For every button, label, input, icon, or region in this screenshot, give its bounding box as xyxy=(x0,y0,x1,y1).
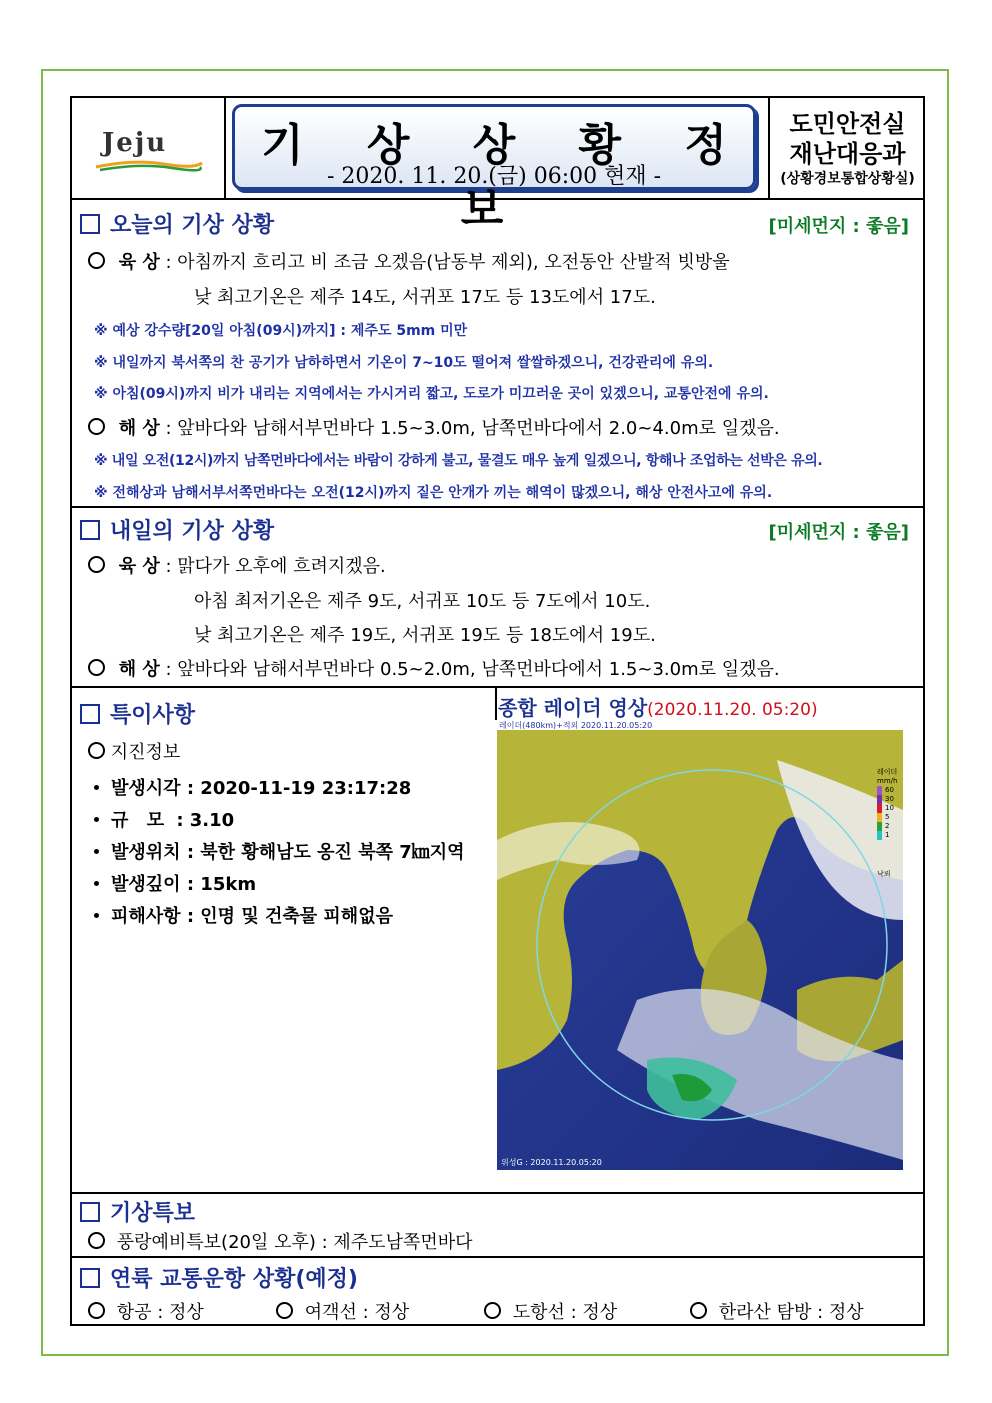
circle-bullet-icon xyxy=(88,742,105,759)
legend-swatch xyxy=(877,813,882,822)
title-box xyxy=(232,104,756,235)
radar-divider xyxy=(495,688,497,720)
checkbox-icon xyxy=(80,1202,100,1222)
today-note-3: ※ 아침(09시)까지 비가 내리는 지역에서는 가시거리 짧고, 도로가 미끄러운 곳이 있겠으니, 교통안전에 유의. xyxy=(94,386,769,402)
tomorrow-land-line-2: 아침 최저기온은 제주 9도, 서귀포 10도 등 7도에서 10도. xyxy=(194,591,651,612)
tomorrow-sea-line: 해 상 : 앞바다와 남해서부먼바다 0.5~2.0m, 남쪽먼바다에서 1.5~3.0m로 일겠음. xyxy=(88,655,780,681)
legend-lightning: 낙뢰 xyxy=(877,870,891,878)
circle-bullet-icon xyxy=(88,1232,105,1249)
tomorrow-land-line: 육 상 : 맑다가 오후에 흐려지겠음. xyxy=(88,552,386,578)
legend-swatch xyxy=(877,795,882,804)
traffic-item-ferry: 여객선 : 정상 xyxy=(276,1298,409,1324)
logo-cell xyxy=(72,98,226,198)
special-section xyxy=(72,688,923,1194)
circle-bullet-icon xyxy=(276,1302,293,1319)
traffic-item-island-boat: 도항선 : 정상 xyxy=(484,1298,617,1324)
quake-item-depth: 발생깊이 : 15km xyxy=(94,870,256,896)
legend-title: 레이더 xyxy=(877,768,898,776)
traffic-item-air: 항공 : 정상 xyxy=(88,1298,204,1324)
org-name-3: (상황경보통합상황실) xyxy=(780,171,915,187)
warning-item: 풍랑예비특보(20일 오후) : 제주도남쪽먼바다 xyxy=(88,1228,473,1254)
tomorrow-land-line-3: 낮 최고기온은 제주 19도, 서귀포 19도 등 18도에서 19도. xyxy=(194,625,656,646)
page-title: 기 상 상 황 정 보 xyxy=(261,120,751,235)
warning-title: 기상특보 xyxy=(80,1196,195,1227)
traffic-title: 연륙 교통운항 상황(예정) xyxy=(80,1262,358,1293)
quake-heading: 지진정보 xyxy=(88,738,180,764)
radar-image xyxy=(497,720,903,1180)
circle-bullet-icon xyxy=(88,556,105,573)
circle-bullet-icon xyxy=(88,252,105,269)
legend-value: 5 xyxy=(885,813,890,821)
circle-bullet-icon xyxy=(484,1302,501,1319)
jeju-logo: Jeju xyxy=(102,128,168,158)
circle-bullet-icon xyxy=(690,1302,707,1319)
special-title: 특이사항 xyxy=(80,698,195,729)
weather-report xyxy=(70,96,925,1326)
quake-item-damage: 피해사항 : 인명 및 건축물 피해없음 xyxy=(94,902,393,928)
logo-swoosh-icon xyxy=(94,158,204,172)
radar-legend xyxy=(877,768,907,879)
dot-bullet-icon xyxy=(94,817,99,822)
org-name-1: 도민안전실 xyxy=(789,110,906,138)
today-note-4: ※ 내일 오전(12시)까지 남쪽먼바다에서는 바람이 강하게 불고, 물결도 매우 높게 일겠으니, 항해나 조업하는 선박은 유의. xyxy=(94,453,823,469)
legend-unit: mm/h xyxy=(877,777,898,785)
quake-item-time: 발생시각 : 2020-11-19 23:17:28 xyxy=(94,774,411,800)
circle-bullet-icon xyxy=(88,1302,105,1319)
today-note-1: ※ 예상 강수량[20일 아침(09시)까지] : 제주도 5mm 미만 xyxy=(94,323,468,339)
tomorrow-dust-badge: [미세먼지 : 좋음] xyxy=(768,522,909,543)
dot-bullet-icon xyxy=(94,849,99,854)
today-dust-badge: [미세먼지 : 좋음] xyxy=(768,216,909,237)
legend-value: 60 xyxy=(885,786,894,794)
today-land-line-2: 낮 최고기온은 제주 14도, 서귀포 17도 등 13도에서 17도. xyxy=(194,287,656,308)
circle-bullet-icon xyxy=(88,418,105,435)
quake-item-location: 발생위치 : 북한 황해남도 옹진 북쪽 7㎞지역 xyxy=(94,838,465,864)
today-title: 오늘의 기상 상황 xyxy=(80,208,274,239)
legend-swatch xyxy=(877,804,882,813)
legend-swatch xyxy=(877,822,882,831)
legend-swatch xyxy=(877,831,882,840)
checkbox-icon xyxy=(80,704,100,724)
org-name-2: 재난대응과 xyxy=(789,140,906,168)
radar-title: 종합 레이더 영상(2020.11.20. 05:20) xyxy=(498,696,818,720)
today-note-5: ※ 전해상과 남해서부서쪽먼바다는 오전(12시)까지 짙은 안개가 끼는 해역이 많겠으니, 해상 안전사고에 유의. xyxy=(94,485,773,501)
legend-value: 30 xyxy=(885,795,894,803)
dot-bullet-icon xyxy=(94,881,99,886)
radar-caption-bottom: 위성G : 2020.11.20.05:20 xyxy=(501,1158,602,1167)
checkbox-icon xyxy=(80,214,100,234)
quake-item-magnitude: 규 모 : 3.10 xyxy=(94,806,234,832)
checkbox-icon xyxy=(80,520,100,540)
tomorrow-section xyxy=(72,508,923,688)
legend-swatch xyxy=(877,786,882,795)
legend-value: 2 xyxy=(885,822,890,830)
today-note-2: ※ 내일까지 북서쪽의 찬 공기가 남하하면서 기온이 7~10도 떨어져 쌀쌀하겠으니, 건강관리에 유의. xyxy=(94,355,714,371)
tomorrow-title: 내일의 기상 상황 xyxy=(80,514,274,545)
warning-section xyxy=(72,1194,923,1258)
checkbox-icon xyxy=(80,1268,100,1288)
traffic-item-hallasan: 한라산 탐방 : 정상 xyxy=(690,1298,864,1324)
dot-bullet-icon xyxy=(94,913,99,918)
circle-bullet-icon xyxy=(88,659,105,676)
traffic-section xyxy=(72,1258,923,1324)
legend-value: 1 xyxy=(885,831,890,839)
org-cell xyxy=(768,98,925,198)
today-section xyxy=(72,200,923,508)
dot-bullet-icon xyxy=(94,785,99,790)
radar-caption-top: 레이더(480km)+적외 2020.11.20.05:20 xyxy=(499,721,653,730)
today-land-line: 육 상 : 아침까지 흐리고 비 조금 오겠음(남동부 제외), 오전동안 산발적 빗방울 xyxy=(88,248,730,274)
legend-value: 10 xyxy=(885,804,894,812)
report-date: - 2020. 11. 20.(금) 06:00 현재 - xyxy=(326,164,662,189)
today-sea-line: 해 상 : 앞바다와 남해서부먼바다 1.5~3.0m, 남쪽먼바다에서 2.0~4.0m로 일겠음. xyxy=(88,414,780,440)
